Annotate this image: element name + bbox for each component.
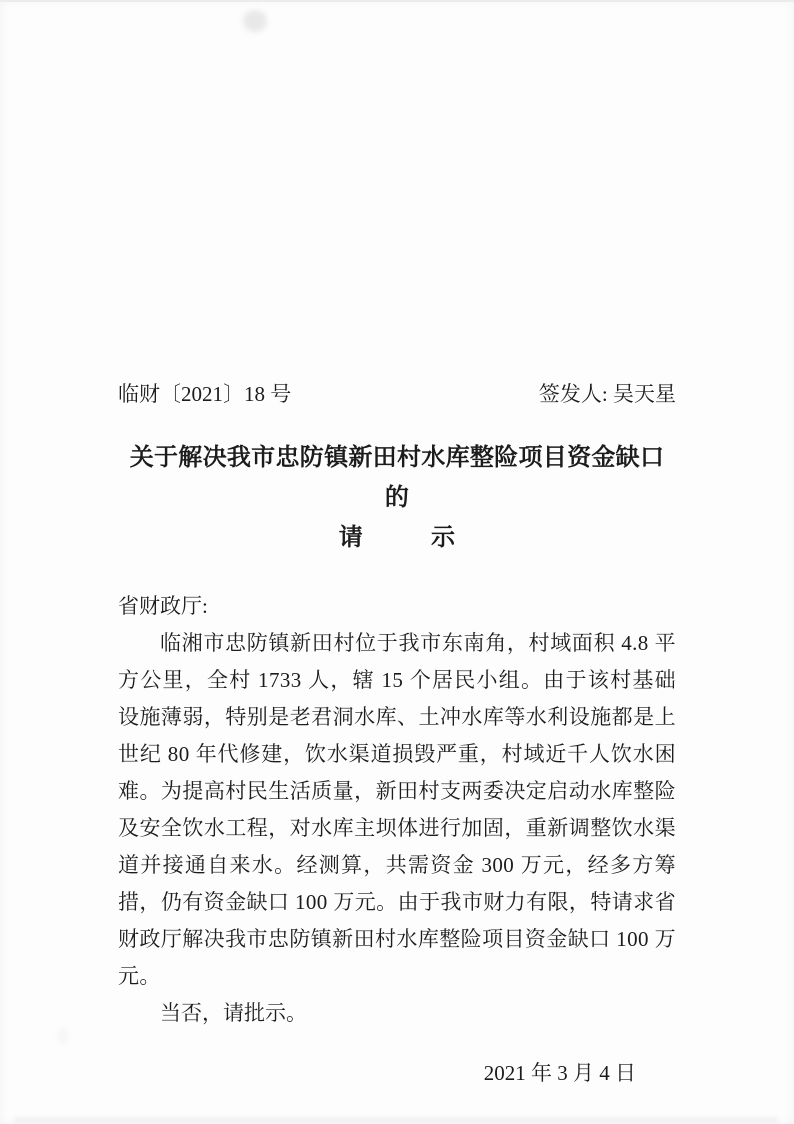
title-char-shi: 示: [431, 525, 456, 551]
closing-line: 当否，请批示。: [160, 1001, 307, 1025]
body-paragraph: 临湘市忠防镇新田村位于我市东南角，村域面积 4.8 平方公里，全村 1733 人，辖 15 个居民小组。由于该村基础设施薄弱，特别是老君洞水库、土冲水库等水利设施都是上世纪 80 年代修建，饮水渠道损毁严重，村域近千人饮水困难。为提高村民生活质量，新田村支两委决定启动水库整险及安全饮水工程，对水库主坝体进行加固，重新调整饮水渠道并接通自来水。经测算，共需资金 300 万元，经多方筹措，仍有资金缺口 100 万元。由于我市财力有限，特请求省财政厅解决我市忠防镇新田村水库整险项目资金缺口 100 万元。: [118, 631, 676, 988]
salutation: 省财政厅:: [118, 594, 208, 618]
document-content: [118, 0, 676, 1092]
date-line: 2021 年 3 月 4 日: [483, 1061, 636, 1085]
document-title-line2: [339, 518, 456, 558]
doc-number: 临财〔2021〕18 号: [118, 382, 292, 406]
issuer: 签发人: 吴天星: [538, 382, 676, 406]
scan-artifact: [14, 1117, 778, 1123]
document-title: [118, 438, 676, 558]
document-header: [118, 380, 676, 408]
scan-artifact: [58, 1028, 68, 1044]
title-char-qing: 请: [338, 525, 363, 551]
document-title-line1: 关于解决我市忠防镇新田村水库整险项目资金缺口的: [129, 445, 665, 511]
